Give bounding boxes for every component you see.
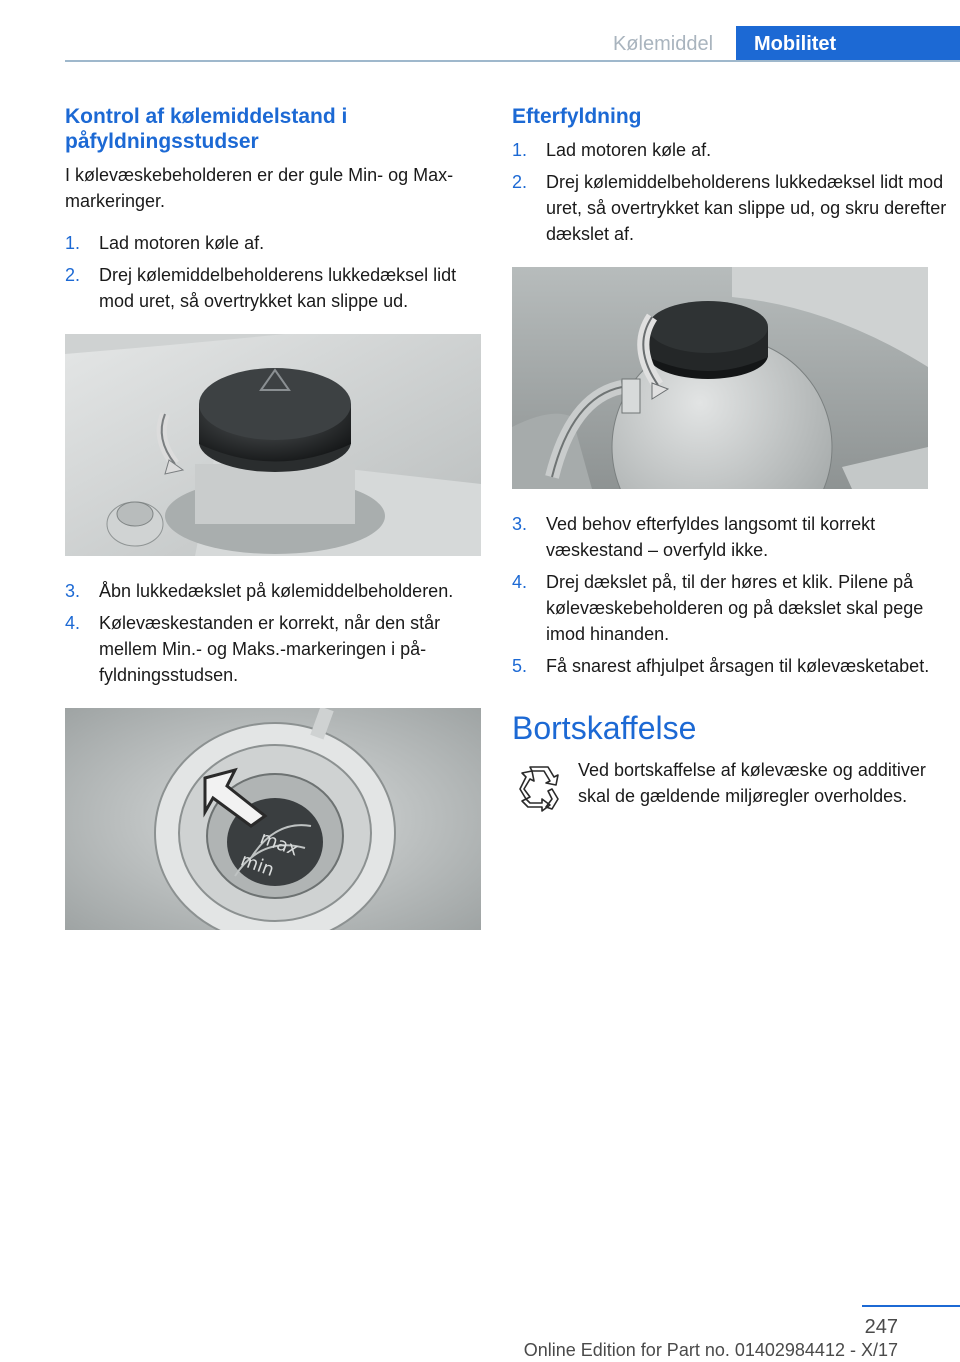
section-heading-refill: Efterfyldning bbox=[512, 105, 642, 128]
step-text: Lad motoren køle af. bbox=[546, 140, 712, 160]
step-number: 1. bbox=[65, 233, 81, 253]
step-text: Åbn lukkedækslet på kølemiddelbeholderen. bbox=[99, 581, 454, 601]
header-tab-section[interactable]: Kølemiddel bbox=[612, 33, 714, 55]
disposal-text: Ved bortskaffelse af kølevæske og additiver skal de gældende miljøregler overholdes. bbox=[578, 760, 926, 806]
list-item bbox=[512, 569, 952, 647]
recycle-icon bbox=[512, 763, 564, 815]
header-tab-chapter[interactable]: Mobilitet bbox=[736, 26, 960, 62]
photo-filler-neck-min-max bbox=[65, 708, 481, 930]
list-item bbox=[65, 610, 481, 688]
section-title-disposal: Bortskaffelse bbox=[512, 710, 697, 746]
list-item bbox=[65, 578, 481, 604]
steps-list-check-b bbox=[65, 578, 481, 688]
list-item bbox=[512, 511, 952, 563]
header-rule bbox=[65, 60, 960, 62]
step-number: 2. bbox=[65, 265, 81, 285]
list-item bbox=[65, 262, 481, 314]
step-text: Ved behov efterfyldes langsomt til korrekt væskestand – overfyld ikke. bbox=[546, 514, 876, 560]
step-text: Få snarest afhjulpet årsagen til kølevæsketabet. bbox=[546, 656, 930, 676]
right-column bbox=[512, 104, 952, 809]
list-item bbox=[512, 653, 952, 679]
section-heading-check-level: Kontrol af kølemiddelstand i påfyldningsstudser bbox=[65, 105, 348, 153]
disposal-notice bbox=[512, 757, 952, 809]
footer-rule bbox=[862, 1305, 960, 1307]
step-text: Drej dækslet på, til der høres et klik. Pilene på kølevæskebeholderen og på dækslet skal pege imod hinanden. bbox=[546, 572, 924, 644]
photo-expansion-tank bbox=[512, 267, 928, 489]
left-column bbox=[65, 104, 481, 952]
step-number: 3. bbox=[512, 514, 528, 534]
step-number: 4. bbox=[512, 572, 528, 592]
step-number: 5. bbox=[512, 656, 528, 676]
list-item bbox=[65, 230, 481, 256]
step-number: 1. bbox=[512, 140, 528, 160]
photo-reservoir-cap bbox=[65, 334, 481, 556]
steps-list-refill-a bbox=[512, 137, 952, 247]
intro-paragraph: I kølevæskebeholderen er der gule Min- og Max-markeringer. bbox=[65, 165, 454, 211]
step-number: 2. bbox=[512, 172, 528, 192]
min-mark: min bbox=[237, 849, 277, 881]
step-text: Drej kølemiddelbeholderens lukkedæksel lidt mod uret, så overtrykket kan slippe ud. bbox=[99, 265, 457, 311]
step-number: 4. bbox=[65, 613, 81, 633]
step-text: Kølevæskestanden er korrekt, når den står mellem Min.- og Maks.-markeringen i påfyldningsstudsen. bbox=[99, 613, 441, 685]
page-number: 247 bbox=[864, 1316, 898, 1338]
list-item bbox=[512, 137, 952, 163]
steps-list-refill-b bbox=[512, 511, 952, 679]
step-text: Lad motoren køle af. bbox=[99, 233, 265, 253]
step-text: Drej kølemiddelbeholderens lukkedæksel lidt mod uret, så overtrykket kan slippe ud, og skru derefter dækslet af. bbox=[546, 172, 947, 244]
edition-line: Online Edition for Part no. 01402984412 - X/17 bbox=[523, 1340, 898, 1360]
steps-list-check-a bbox=[65, 230, 481, 314]
list-item bbox=[512, 169, 952, 247]
step-number: 3. bbox=[65, 581, 81, 601]
max-mark: max bbox=[257, 827, 302, 861]
